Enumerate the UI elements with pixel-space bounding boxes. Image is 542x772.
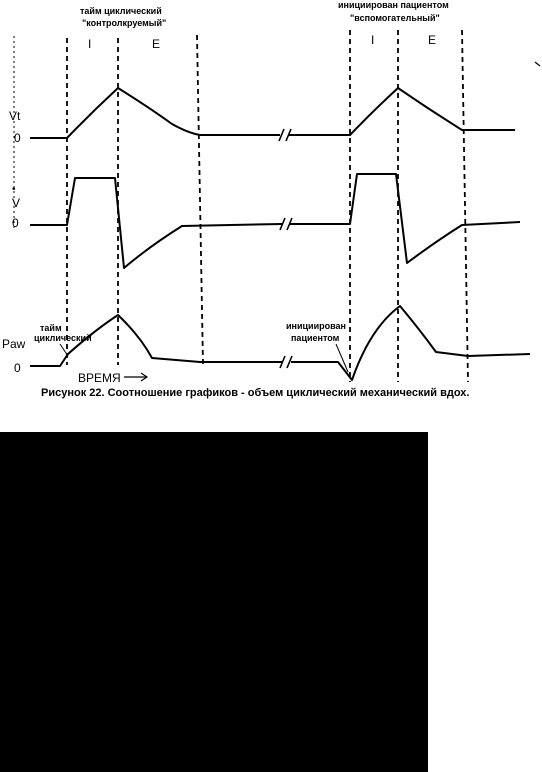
phase-inspiration-left: I bbox=[88, 37, 92, 51]
flow-dot-icon: • bbox=[12, 184, 16, 195]
flow-waveform-right bbox=[290, 174, 520, 263]
annotation-time-cycled-line2: циклический bbox=[34, 333, 92, 343]
mode-title-controlled-line2: "контролкруемый" bbox=[82, 18, 167, 28]
zero-label-flow: 0 bbox=[12, 216, 19, 230]
phase-divider-lines bbox=[67, 30, 468, 382]
divider-end-left bbox=[197, 35, 203, 365]
black-image-block bbox=[0, 432, 428, 772]
phase-expiration-left: E bbox=[152, 37, 161, 51]
mode-title-controlled-line1: тайм циклический bbox=[80, 6, 162, 16]
zero-label-volume: 0 bbox=[14, 131, 21, 145]
corner-tick-mark bbox=[535, 62, 540, 66]
figure-caption: Рисунок 22. Соотношение графиков - объем циклический механический вдох. bbox=[41, 387, 470, 399]
axis-label-flow: V bbox=[12, 196, 21, 210]
axis-label-volume: Vt bbox=[9, 109, 21, 123]
zero-label-pressure: 0 bbox=[14, 361, 21, 375]
axis-label-pressure: Paw bbox=[2, 337, 26, 351]
pressure-waveform-right bbox=[291, 306, 530, 380]
phase-inspiration-right: I bbox=[371, 33, 375, 47]
mode-title-assisted-line2: "вспомогательный" bbox=[350, 13, 440, 23]
mode-title-assisted-line1: инициирован пациентом bbox=[338, 0, 449, 10]
divider-end-right bbox=[462, 30, 468, 382]
annotation-patient-line1: инициирован bbox=[286, 321, 346, 331]
volume-waveform-right bbox=[288, 88, 515, 135]
annotation-patient-line2: пациентом bbox=[291, 333, 340, 343]
phase-expiration-right: E bbox=[428, 33, 437, 47]
time-axis-label: ВРЕМЯ bbox=[78, 371, 121, 385]
annotation-time-cycled-line1: тайм bbox=[40, 323, 62, 333]
